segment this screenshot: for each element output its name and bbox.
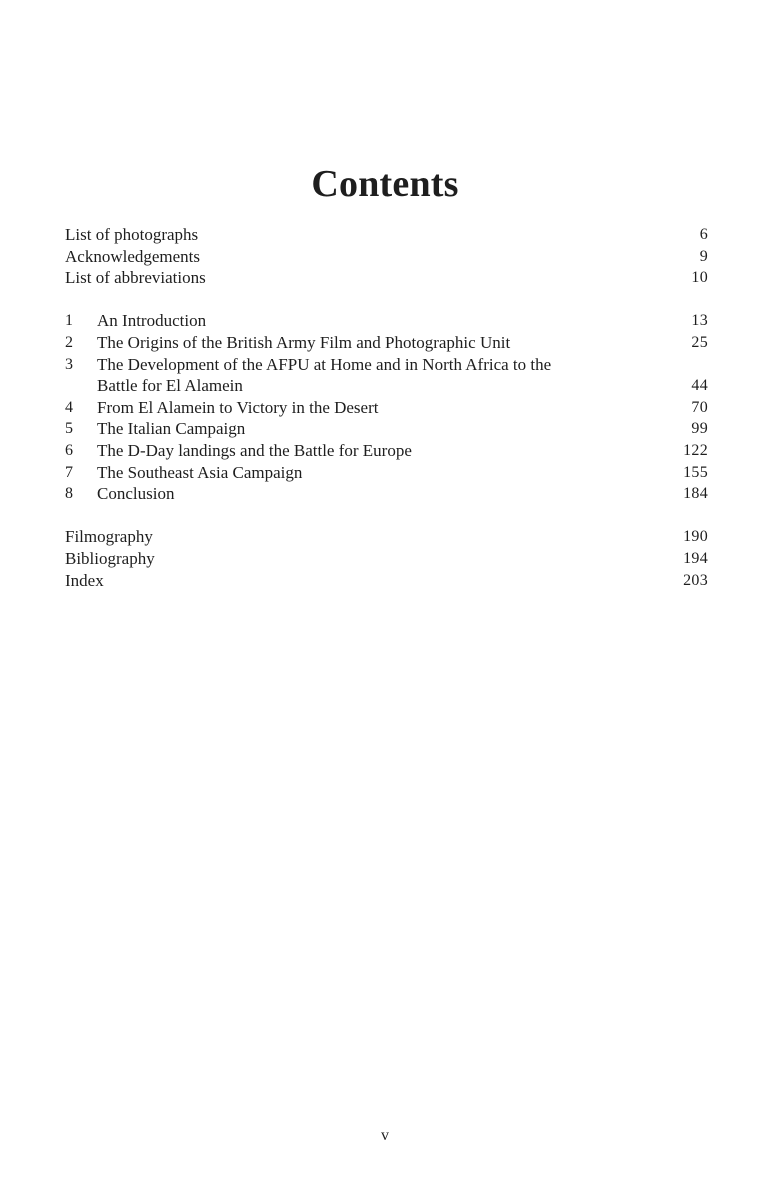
toc-entry-page: 190 <box>683 528 708 546</box>
toc-entry-label: Acknowledgements <box>65 246 201 266</box>
chapter-number: 8 <box>65 485 73 503</box>
chapter-title <box>97 397 668 419</box>
toc-chapter-8[interactable] <box>65 483 708 505</box>
chapter-number: 6 <box>65 441 73 459</box>
chapter-page: 184 <box>683 485 708 503</box>
chapter-title-line: Battle for El Alamein <box>97 376 243 396</box>
chapter-title-line: The Southeast Asia Campaign <box>97 462 303 482</box>
chapter-title-line: The Origins of the British Army Film and Photographic Unit <box>97 332 511 352</box>
page-title: Contents <box>311 163 459 205</box>
toc-chapter-7[interactable] <box>65 462 708 484</box>
chapter-page: 70 <box>691 398 708 416</box>
toc-entry-page: 194 <box>683 549 708 567</box>
chapter-number: 2 <box>65 333 73 351</box>
toc-entry-label: Bibliography <box>65 548 155 568</box>
toc-entry-page: 203 <box>683 571 708 589</box>
chapter-number: 1 <box>65 312 73 330</box>
chapter-title-line: An Introduction <box>97 311 207 331</box>
toc-entry-index[interactable] <box>65 570 708 592</box>
back-matter-list <box>65 526 708 591</box>
toc-chapter-5[interactable] <box>65 418 708 440</box>
toc-entry-page: 9 <box>699 247 708 265</box>
toc-entry-label: List of abbreviations <box>65 268 206 288</box>
chapter-page: 25 <box>691 333 708 351</box>
chapter-list <box>65 310 708 504</box>
toc-chapter-2[interactable] <box>65 332 708 354</box>
chapter-title-line: The Development of the AFPU at Home and in North Africa to the <box>97 354 552 374</box>
chapter-title <box>97 310 668 332</box>
toc-entry-bibliography[interactable] <box>65 548 708 570</box>
chapter-title-line: Conclusion <box>97 484 175 504</box>
toc-chapter-1[interactable] <box>65 310 708 332</box>
toc-entry-label: List of photographs <box>65 225 199 244</box>
chapter-number: 7 <box>65 463 73 481</box>
table-of-contents <box>65 224 708 591</box>
chapter-number: 3 <box>65 355 73 373</box>
front-matter-list <box>65 224 708 289</box>
chapter-title-line: From El Alamein to Victory in the Desert <box>97 397 379 417</box>
chapter-number: 5 <box>65 420 73 438</box>
chapter-title-line: The D-Day landings and the Battle for Europe <box>97 440 412 460</box>
chapter-title <box>97 418 668 440</box>
toc-chapter-6[interactable] <box>65 440 708 462</box>
chapter-title <box>97 332 668 354</box>
toc-entry-acknowledgements[interactable] <box>65 246 708 268</box>
chapter-title <box>97 462 668 484</box>
page-number: v <box>381 1127 389 1144</box>
toc-entry-label: Index <box>65 570 104 590</box>
chapter-page: 122 <box>683 441 708 459</box>
toc-entry-photographs[interactable] <box>65 224 708 246</box>
chapter-page: 99 <box>691 420 708 438</box>
toc-chapter-4[interactable] <box>65 397 708 419</box>
toc-entry-filmography[interactable] <box>65 526 708 548</box>
toc-entry-page: 10 <box>691 269 708 287</box>
toc-entry-page: 6 <box>699 226 708 243</box>
chapter-page: 44 <box>691 377 708 395</box>
toc-chapter-3[interactable] <box>65 354 708 397</box>
toc-entry-label: Filmography <box>65 527 153 547</box>
chapter-page: 13 <box>691 312 708 330</box>
toc-entry-abbreviations[interactable] <box>65 267 708 289</box>
chapter-title <box>97 354 668 397</box>
chapter-title <box>97 483 668 505</box>
chapter-title <box>97 440 668 462</box>
chapter-page: 155 <box>683 463 708 481</box>
chapter-number: 4 <box>65 398 73 416</box>
chapter-title-line: The Italian Campaign <box>97 419 246 439</box>
